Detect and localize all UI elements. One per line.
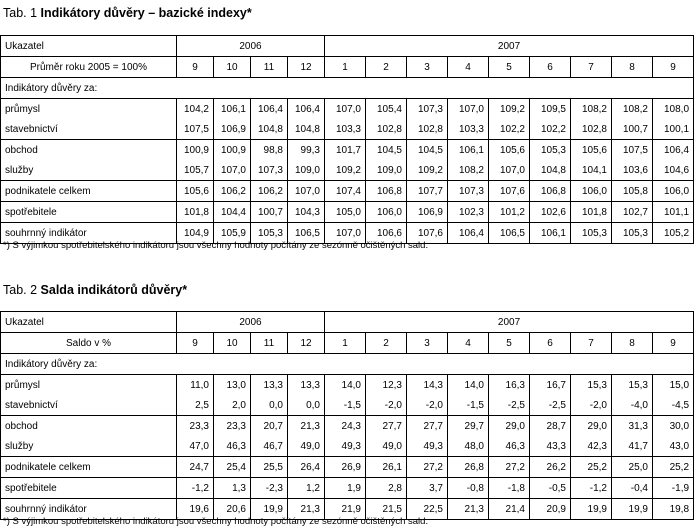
cell-value: 105,6: [489, 140, 530, 161]
cell-value: 22,5: [407, 499, 448, 520]
cell-value: 105,4: [366, 99, 407, 120]
cell-value: 19,9: [571, 499, 612, 520]
cell-value: 106,1: [448, 140, 489, 161]
cell-value: 21,4: [489, 499, 530, 520]
cell-value: 41,7: [612, 436, 653, 457]
cell-value: -0,4: [612, 478, 653, 499]
cell-value: 20,7: [251, 416, 288, 437]
cell-value: -1,9: [653, 478, 694, 499]
cell-value: 106,6: [366, 223, 407, 244]
cell-value: 30,0: [653, 416, 694, 437]
cell-value: 106,5: [288, 223, 325, 244]
table1-month-2: 11: [251, 57, 288, 78]
row-label: obchod: [1, 416, 177, 437]
cell-value: 100,9: [214, 140, 251, 161]
cell-value: -2,0: [407, 395, 448, 416]
table1-caption: [3, 6, 252, 20]
cell-value: 106,4: [251, 99, 288, 120]
cell-value: 100,1: [653, 119, 694, 140]
table2-year-2006: 2006: [177, 312, 325, 333]
cell-value: 14,3: [407, 375, 448, 396]
table-row: [1, 457, 694, 478]
cell-value: 25,0: [612, 457, 653, 478]
cell-value: 43,0: [653, 436, 694, 457]
cell-value: 20,6: [214, 499, 251, 520]
table1-month-3: 12: [288, 57, 325, 78]
table2-month-9: 6: [530, 333, 571, 354]
table1-month-6: 3: [407, 57, 448, 78]
cell-value: 106,2: [251, 181, 288, 202]
cell-value: 26,2: [530, 457, 571, 478]
cell-value: 42,3: [571, 436, 612, 457]
cell-value: 16,3: [489, 375, 530, 396]
cell-value: 27,2: [407, 457, 448, 478]
row-label: stavebnictví: [1, 119, 177, 140]
cell-value: 103,6: [612, 160, 653, 181]
table2-month-5: 2: [366, 333, 407, 354]
cell-value: 25,4: [214, 457, 251, 478]
row-label: stavebnictví: [1, 395, 177, 416]
table2-month-10: 7: [571, 333, 612, 354]
cell-value: 107,5: [177, 119, 214, 140]
cell-value: 102,3: [448, 202, 489, 223]
cell-value: 106,1: [214, 99, 251, 120]
cell-value: 0,0: [251, 395, 288, 416]
cell-value: 106,2: [214, 181, 251, 202]
table1-month-8: 5: [489, 57, 530, 78]
table1-month-12: 9: [653, 57, 694, 78]
table2: [0, 311, 694, 520]
table1-sub-label: Průměr roku 2005 = 100%: [1, 57, 177, 78]
cell-value: 104,8: [251, 119, 288, 140]
cell-value: 107,3: [448, 181, 489, 202]
table2-month-3: 12: [288, 333, 325, 354]
cell-value: 23,3: [177, 416, 214, 437]
cell-value: 106,9: [214, 119, 251, 140]
table-row: [1, 181, 694, 202]
cell-value: 102,7: [612, 202, 653, 223]
cell-value: 25,2: [571, 457, 612, 478]
cell-value: 105,0: [325, 202, 366, 223]
row-label: spotřebitele: [1, 202, 177, 223]
cell-value: 106,8: [530, 181, 571, 202]
cell-value: 107,4: [325, 181, 366, 202]
cell-value: 106,0: [571, 181, 612, 202]
cell-value: 14,0: [325, 375, 366, 396]
cell-value: 109,2: [489, 99, 530, 120]
cell-value: 105,7: [177, 160, 214, 181]
cell-value: 106,4: [653, 140, 694, 161]
cell-value: 99,3: [288, 140, 325, 161]
cell-value: 106,4: [288, 99, 325, 120]
cell-value: 48,0: [448, 436, 489, 457]
cell-value: 21,3: [288, 416, 325, 437]
table-row: [1, 416, 694, 437]
cell-value: 29,0: [489, 416, 530, 437]
cell-value: 108,0: [653, 99, 694, 120]
cell-value: -1,2: [571, 478, 612, 499]
table1-caption-title: Indikátory důvěry – bazické indexy*: [40, 6, 252, 20]
cell-value: 13,0: [214, 375, 251, 396]
cell-value: 21,9: [325, 499, 366, 520]
cell-value: 49,0: [366, 436, 407, 457]
row-label: souhrnný indikátor: [1, 499, 177, 520]
cell-value: 102,8: [407, 119, 448, 140]
table2-month-8: 5: [489, 333, 530, 354]
row-label: podnikatele celkem: [1, 457, 177, 478]
cell-value: 107,0: [214, 160, 251, 181]
cell-value: -0,8: [448, 478, 489, 499]
cell-value: 31,3: [612, 416, 653, 437]
cell-value: 104,5: [407, 140, 448, 161]
cell-value: 49,3: [407, 436, 448, 457]
cell-value: 3,7: [407, 478, 448, 499]
cell-value: 104,8: [288, 119, 325, 140]
cell-value: 19,8: [653, 499, 694, 520]
cell-value: 101,7: [325, 140, 366, 161]
cell-value: 25,2: [653, 457, 694, 478]
table2-section-row: [1, 354, 694, 375]
cell-value: 107,0: [489, 160, 530, 181]
cell-value: 19,9: [251, 499, 288, 520]
table1-month-10: 7: [571, 57, 612, 78]
cell-value: 107,0: [288, 181, 325, 202]
cell-value: -2,0: [571, 395, 612, 416]
cell-value: 1,9: [325, 478, 366, 499]
cell-value: -1,5: [448, 395, 489, 416]
cell-value: -4,0: [612, 395, 653, 416]
table1-footnote: *) S výjimkou spotřebitelského indikátoru jsou všechny hodnoty počítány ze sezónně očištěných sald.: [3, 240, 429, 251]
table2-month-7: 4: [448, 333, 489, 354]
cell-value: 12,3: [366, 375, 407, 396]
table2-month-6: 3: [407, 333, 448, 354]
table2-sub-label: Saldo v %: [1, 333, 177, 354]
cell-value: 100,9: [177, 140, 214, 161]
cell-value: 106,0: [366, 202, 407, 223]
cell-value: 104,9: [177, 223, 214, 244]
cell-value: 109,5: [530, 99, 571, 120]
row-label: obchod: [1, 140, 177, 161]
table-row: [1, 140, 694, 161]
table1-month-row: [1, 57, 694, 78]
row-label: služby: [1, 160, 177, 181]
cell-value: 2,0: [214, 395, 251, 416]
table-row: [1, 160, 694, 181]
cell-value: 15,0: [653, 375, 694, 396]
cell-value: 107,3: [251, 160, 288, 181]
table2-month-1: 10: [214, 333, 251, 354]
table-row: [1, 99, 694, 120]
table1-month-5: 2: [366, 57, 407, 78]
cell-value: 100,7: [251, 202, 288, 223]
cell-value: 29,0: [571, 416, 612, 437]
table2-caption-label: Tab. 2: [3, 283, 38, 297]
cell-value: 98,8: [251, 140, 288, 161]
cell-value: 107,7: [407, 181, 448, 202]
cell-value: 108,2: [571, 99, 612, 120]
table1: [0, 35, 694, 244]
cell-value: 102,2: [530, 119, 571, 140]
cell-value: 43,3: [530, 436, 571, 457]
table1-section-label: Indikátory důvěry za:: [1, 78, 694, 99]
table1-month-11: 8: [612, 57, 653, 78]
table2-section-label: Indikátory důvěry za:: [1, 354, 694, 375]
cell-value: 104,5: [366, 140, 407, 161]
cell-value: 0,0: [288, 395, 325, 416]
cell-value: 104,3: [288, 202, 325, 223]
table1-month-1: 10: [214, 57, 251, 78]
cell-value: -1,2: [177, 478, 214, 499]
cell-value: 109,0: [288, 160, 325, 181]
cell-value: 107,6: [407, 223, 448, 244]
table2-month-2: 11: [251, 333, 288, 354]
cell-value: 2,5: [177, 395, 214, 416]
cell-value: -1,8: [489, 478, 530, 499]
cell-value: 107,5: [612, 140, 653, 161]
cell-value: 105,6: [571, 140, 612, 161]
table1-year-2006: 2006: [177, 36, 325, 57]
cell-value: 109,0: [366, 160, 407, 181]
table1-month-4: 1: [325, 57, 366, 78]
cell-value: 28,7: [530, 416, 571, 437]
table-row: [1, 119, 694, 140]
table1-month-9: 6: [530, 57, 571, 78]
cell-value: 19,9: [612, 499, 653, 520]
table-row: [1, 202, 694, 223]
cell-value: 106,4: [448, 223, 489, 244]
cell-value: 105,3: [530, 140, 571, 161]
table-row: [1, 436, 694, 457]
table2-year-row: [1, 312, 694, 333]
cell-value: 106,1: [530, 223, 571, 244]
cell-value: 109,2: [325, 160, 366, 181]
cell-value: 106,5: [489, 223, 530, 244]
table1-year-row: [1, 36, 694, 57]
cell-value: 102,6: [530, 202, 571, 223]
cell-value: 101,8: [571, 202, 612, 223]
cell-value: 108,2: [448, 160, 489, 181]
cell-value: 26,4: [288, 457, 325, 478]
table1-year-2007: 2007: [325, 36, 694, 57]
cell-value: 104,6: [653, 160, 694, 181]
table2-year-2007: 2007: [325, 312, 694, 333]
cell-value: 15,3: [571, 375, 612, 396]
cell-value: 105,8: [612, 181, 653, 202]
cell-value: -1,5: [325, 395, 366, 416]
cell-value: 26,1: [366, 457, 407, 478]
cell-value: 20,9: [530, 499, 571, 520]
cell-value: 27,7: [366, 416, 407, 437]
table2-month-12: 9: [653, 333, 694, 354]
cell-value: 104,2: [177, 99, 214, 120]
table1-month-7: 4: [448, 57, 489, 78]
table2-month-11: 8: [612, 333, 653, 354]
cell-value: 103,3: [325, 119, 366, 140]
cell-value: 105,2: [653, 223, 694, 244]
table2-month-4: 1: [325, 333, 366, 354]
cell-value: 46,3: [214, 436, 251, 457]
cell-value: 26,9: [325, 457, 366, 478]
row-label: podnikatele celkem: [1, 181, 177, 202]
cell-value: 105,6: [177, 181, 214, 202]
cell-value: 26,8: [448, 457, 489, 478]
table-row: [1, 395, 694, 416]
cell-value: 29,7: [448, 416, 489, 437]
row-label: spotřebitele: [1, 478, 177, 499]
cell-value: -2,0: [366, 395, 407, 416]
table2-caption: [3, 283, 187, 297]
cell-value: 21,5: [366, 499, 407, 520]
cell-value: 104,8: [530, 160, 571, 181]
cell-value: 23,3: [214, 416, 251, 437]
cell-value: 107,3: [407, 99, 448, 120]
cell-value: 106,0: [653, 181, 694, 202]
cell-value: 24,3: [325, 416, 366, 437]
cell-value: 101,2: [489, 202, 530, 223]
table1-caption-label: Tab. 1: [3, 6, 38, 20]
cell-value: 46,3: [489, 436, 530, 457]
cell-value: 101,1: [653, 202, 694, 223]
cell-value: 102,8: [571, 119, 612, 140]
cell-value: 2,8: [366, 478, 407, 499]
cell-value: 104,4: [214, 202, 251, 223]
cell-value: 105,3: [612, 223, 653, 244]
row-label: průmysl: [1, 375, 177, 396]
cell-value: 1,2: [288, 478, 325, 499]
cell-value: 108,2: [612, 99, 653, 120]
cell-value: 13,3: [251, 375, 288, 396]
cell-value: 105,3: [571, 223, 612, 244]
table2-month-0: 9: [177, 333, 214, 354]
cell-value: 16,7: [530, 375, 571, 396]
cell-value: 21,3: [448, 499, 489, 520]
cell-value: 105,3: [251, 223, 288, 244]
cell-value: 27,2: [489, 457, 530, 478]
cell-value: 107,0: [325, 99, 366, 120]
cell-value: -0,5: [530, 478, 571, 499]
cell-value: -4,5: [653, 395, 694, 416]
cell-value: 14,0: [448, 375, 489, 396]
cell-value: 106,8: [366, 181, 407, 202]
cell-value: 102,8: [366, 119, 407, 140]
cell-value: 13,3: [288, 375, 325, 396]
cell-value: 19,6: [177, 499, 214, 520]
cell-value: 46,7: [251, 436, 288, 457]
table2-footnote: *) S výjimkou spotřebitelského indikátoru jsou všechny hodnoty počítány ze sezónně očištěných sald.: [3, 516, 429, 527]
cell-value: 11,0: [177, 375, 214, 396]
cell-value: 104,1: [571, 160, 612, 181]
cell-value: 27,7: [407, 416, 448, 437]
row-label: souhrnný indikátor: [1, 223, 177, 244]
cell-value: 100,7: [612, 119, 653, 140]
cell-value: 106,9: [407, 202, 448, 223]
table1-head-label: Ukazatel: [1, 36, 177, 57]
table1-month-0: 9: [177, 57, 214, 78]
cell-value: 15,3: [612, 375, 653, 396]
table1-section-row: [1, 78, 694, 99]
cell-value: 102,2: [489, 119, 530, 140]
cell-value: 107,0: [448, 99, 489, 120]
cell-value: -2,5: [489, 395, 530, 416]
cell-value: 107,0: [325, 223, 366, 244]
cell-value: 21,3: [288, 499, 325, 520]
table2-month-row: [1, 333, 694, 354]
table2-caption-title: Salda indikátorů důvěry*: [40, 283, 188, 297]
cell-value: -2,3: [251, 478, 288, 499]
cell-value: 105,9: [214, 223, 251, 244]
table-row: [1, 375, 694, 396]
table2-head-label: Ukazatel: [1, 312, 177, 333]
cell-value: 101,8: [177, 202, 214, 223]
cell-value: 25,5: [251, 457, 288, 478]
cell-value: -2,5: [530, 395, 571, 416]
row-label: služby: [1, 436, 177, 457]
cell-value: 109,2: [407, 160, 448, 181]
cell-value: 1,3: [214, 478, 251, 499]
cell-value: 103,3: [448, 119, 489, 140]
table-row: [1, 478, 694, 499]
cell-value: 47,0: [177, 436, 214, 457]
cell-value: 107,6: [489, 181, 530, 202]
row-label: průmysl: [1, 99, 177, 120]
cell-value: 49,0: [288, 436, 325, 457]
cell-value: 49,3: [325, 436, 366, 457]
cell-value: 24,7: [177, 457, 214, 478]
